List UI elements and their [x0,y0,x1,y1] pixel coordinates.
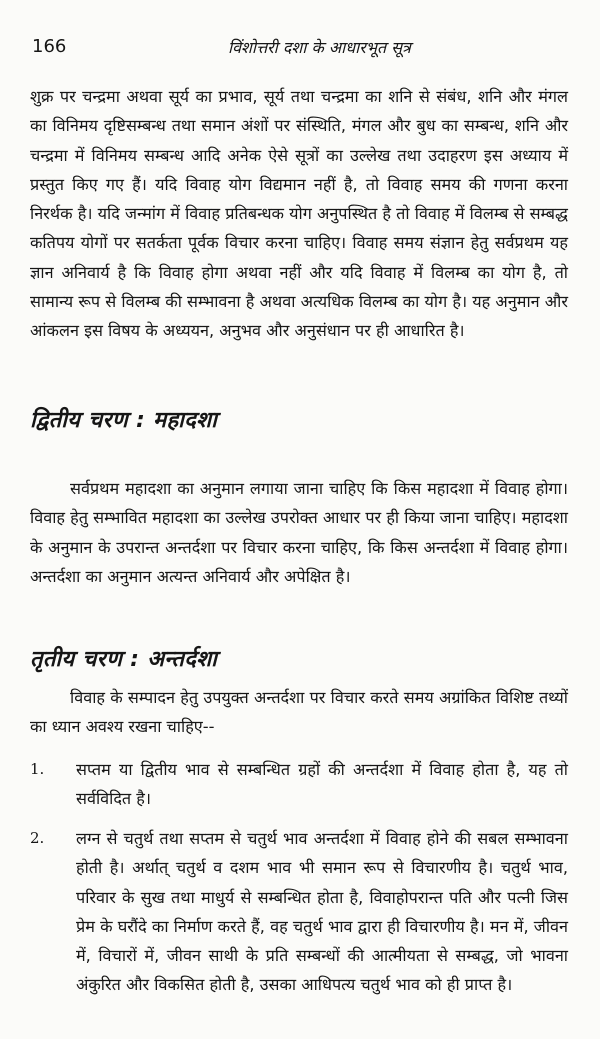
list-item-number: 1. [30,760,45,778]
antardasha-list-2 [30,824,568,1000]
section-heading-antardasha: तृतीय चरण : अन्तर्दशा [30,647,218,672]
antardasha-list [30,755,568,814]
list-item-text: लग्न से चतुर्थ तथा सप्तम से चतुर्थ भाव अन्तर्दशा में विवाह होने की सबल सम्भावना होती है। अर्थात् चतुर्थ व दशम भाव भी समान रूप से विचारणीय है। चतुर्थ भाव, परिवार के सुख तथा माधुर्य से सम्बन्धित होता है, विवाहोपरान्त पति और पत्नी जिस प्रेम के घरौंदे का निर्माण करते हैं, वह चतुर्थ भाव द्वारा ही विचारणीय है। मन में, जीवन में, विचारों में, जीवन साथी के प्रति सम्बन्धों की आत्मीयता से सम्बद्ध, जो भावना अंकुरित और विकसित होती है, उसका आधिपत्य चतुर्थ भाव को ही प्राप्त है। [76,829,568,995]
page-number: 166 [32,36,67,57]
list-item-text: सप्तम या द्वितीय भाव से सम्बन्धित ग्रहों की अन्तर्दशा में विवाह होता है, यह तो सर्वविदित है। [76,760,568,809]
antardasha-section [30,683,568,742]
intro-paragraph: शुक्र पर चन्द्रमा अथवा सूर्य का प्रभाव, सूर्य तथा चन्द्रमा का शनि से संबंध, शनि और मंगल का विनिमय दृष्टिसम्बन्ध तथा समान अंशों पर संस्थिति, मंगल और बुध का सम्बन्ध, शनि और चन्द्रमा में विनिमय सम्बन्ध आदि अनेक ऐसे सूत्रों का उल्लेख तथा उदाहरण इस अध्याय में प्रस्तुत किए गए हैं। यदि विवाह योग विद्यमान नहीं है, तो विवाह समय की गणना करना निरर्थक है। यदि जन्मांग में विवाह प्रतिबन्धक योग अनुपस्थित है तो विवाह में विलम्ब से सम्बद्ध कतिपय योगों पर सतर्कता पूर्वक विचार करना चाहिए। विवाह समय संज्ञान हेतु सर्वप्रथम यह ज्ञान अनिवार्य है कि विवाह होगा अथवा नहीं और यदि विवाह में विलम्ब का योग है, तो सामान्य रूप से विलम्ब की सम्भावना है अथवा अत्यधिक विलम्ब का योग है। यह अनुमान और आंकलन इस विषय के अध्ययन, अनुभव और अनुसंधान पर ही आधारित है। [30,87,568,341]
mahadasha-section [30,474,568,591]
mahadasha-paragraph: सर्वप्रथम महादशा का अनुमान लगाया जाना चाहिए कि किस महादशा में विवाह होगा। विवाह हेतु सम्भावित महादशा का उल्लेख उपरोक्त आधार पर ही किया जाना चाहिए। महादशा के अनुमान के उपरान्त अन्तर्दशा पर विचार करना चाहिए, कि किस अन्तर्दशा में विवाह होगा। अन्तर्दशा का अनुमान अत्यन्त अनिवार्य और अपेक्षित है। [30,479,568,586]
section-heading-mahadasha: द्वितीय चरण : महादशा [30,408,218,433]
running-title: विंशोत्तरी दशा के आधारभूत सूत्र [228,38,411,57]
list-item [30,755,568,814]
intro-section [30,82,568,346]
antardasha-paragraph: विवाह के सम्पादन हेतु उपयुक्त अन्तर्दशा पर विचार करते समय अग्रांकित विशिष्ट तथ्यों का ध्यान अवश्य रखना चाहिए-- [30,688,568,737]
list-item [30,824,568,1000]
page-header [30,36,570,60]
list-item-number: 2. [30,829,45,847]
